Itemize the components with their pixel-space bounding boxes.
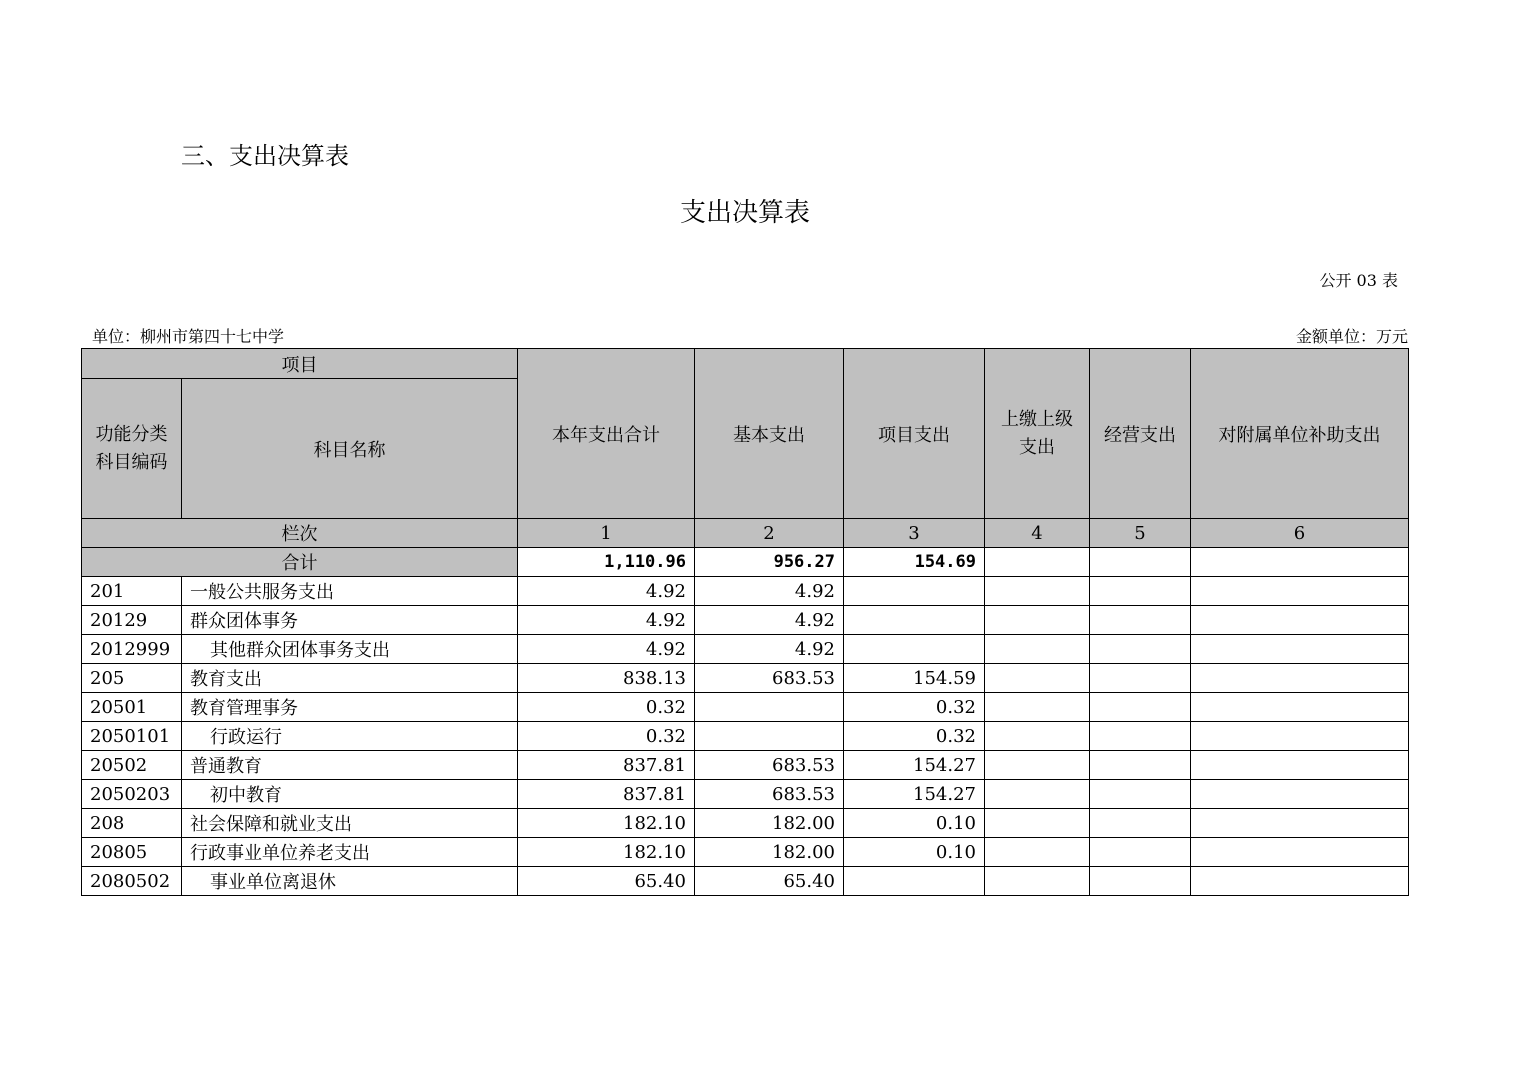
amount-cell (1090, 693, 1191, 722)
form-number: 公开 03 表 (1319, 271, 1398, 290)
amount-cell (985, 577, 1090, 606)
subject-code: 20501 (82, 693, 182, 722)
amount-cell (1191, 838, 1409, 867)
table-row (82, 722, 1409, 751)
amount-cell (985, 751, 1090, 780)
total-cell (1191, 548, 1409, 577)
amount-cell (1191, 751, 1409, 780)
subject-name: 普通教育 (190, 756, 262, 777)
total-label: 合计 (82, 548, 518, 577)
amount-cell: 182.10 (518, 809, 695, 838)
section-title: 三、支出决算表 (181, 142, 349, 170)
total-cell (985, 548, 1090, 577)
amount-cell: 4.92 (518, 635, 695, 664)
amount-cell (695, 693, 844, 722)
subject-name-cell (182, 635, 518, 664)
amount-cell (985, 867, 1090, 896)
subject-name-cell (182, 693, 518, 722)
expenditure-table (81, 348, 1409, 896)
amount-cell (985, 664, 1090, 693)
subject-name-cell (182, 780, 518, 809)
subject-name: 社会保障和就业支出 (190, 814, 352, 835)
amount-cell: 4.92 (518, 577, 695, 606)
header-total: 本年支出合计 (518, 349, 695, 519)
amount-cell: 154.27 (844, 751, 985, 780)
amount-cell: 0.10 (844, 809, 985, 838)
amount-cell (1090, 606, 1191, 635)
amount-cell: 4.92 (518, 606, 695, 635)
subject-name: 事业单位离退休 (210, 872, 336, 893)
subject-name: 教育管理事务 (190, 698, 298, 719)
table-row (82, 867, 1409, 896)
document-title: 支出决算表 (679, 198, 810, 228)
amount-cell (844, 867, 985, 896)
unit-label: 单位：柳州市第四十七中学 (92, 327, 285, 346)
amount-cell: 683.53 (695, 664, 844, 693)
amount-cell (985, 693, 1090, 722)
amount-cell (1090, 838, 1191, 867)
amount-cell (1090, 751, 1191, 780)
header-subsidy: 对附属单位补助支出 (1191, 349, 1409, 519)
amount-cell (1191, 693, 1409, 722)
subject-name-cell (182, 606, 518, 635)
subject-code: 208 (82, 809, 182, 838)
header-operating: 经营支出 (1090, 349, 1191, 519)
amount-cell (844, 635, 985, 664)
table-row (82, 577, 1409, 606)
header-code: 功能分类科目编码 (82, 379, 182, 519)
amount-cell (985, 606, 1090, 635)
amount-cell (1191, 606, 1409, 635)
amount-cell (1090, 809, 1191, 838)
amount-cell (1090, 780, 1191, 809)
amount-cell: 0.32 (518, 693, 695, 722)
amount-cell: 154.27 (844, 780, 985, 809)
subject-code: 20129 (82, 606, 182, 635)
table-row (82, 780, 1409, 809)
subject-name-cell (182, 722, 518, 751)
subject-name-cell (182, 751, 518, 780)
amount-cell: 683.53 (695, 751, 844, 780)
amount-cell (1191, 867, 1409, 896)
amount-cell (1191, 809, 1409, 838)
total-row (82, 548, 1409, 577)
amount-cell: 154.59 (844, 664, 985, 693)
subject-name: 群众团体事务 (190, 611, 298, 632)
table-row (82, 809, 1409, 838)
table-row (82, 693, 1409, 722)
amount-cell: 0.32 (518, 722, 695, 751)
amount-cell: 182.00 (695, 838, 844, 867)
amount-cell (1090, 577, 1191, 606)
column-index: 1 (518, 519, 695, 548)
subject-code: 2012999 (82, 635, 182, 664)
amount-cell (985, 722, 1090, 751)
amount-cell: 838.13 (518, 664, 695, 693)
amount-cell (985, 780, 1090, 809)
subject-name-cell (182, 577, 518, 606)
amount-cell (985, 635, 1090, 664)
subject-code: 2050203 (82, 780, 182, 809)
amount-cell (695, 722, 844, 751)
total-cell: 154.69 (844, 548, 985, 577)
column-index: 3 (844, 519, 985, 548)
column-index: 5 (1090, 519, 1191, 548)
subject-name-cell (182, 664, 518, 693)
total-cell: 1,110.96 (518, 548, 695, 577)
amount-cell (1191, 664, 1409, 693)
subject-code: 2050101 (82, 722, 182, 751)
amount-cell (1090, 635, 1191, 664)
column-index-label: 栏次 (82, 519, 518, 548)
subject-name: 其他群众团体事务支出 (210, 640, 390, 661)
column-index: 6 (1191, 519, 1409, 548)
column-index: 4 (985, 519, 1090, 548)
subject-name-cell (182, 867, 518, 896)
total-cell (1090, 548, 1191, 577)
column-index: 2 (695, 519, 844, 548)
header-project-expenditure: 项目支出 (844, 349, 985, 519)
table-row (82, 751, 1409, 780)
amount-cell: 837.81 (518, 780, 695, 809)
total-cell: 956.27 (695, 548, 844, 577)
amount-cell (1191, 722, 1409, 751)
amount-cell (985, 809, 1090, 838)
table-row (82, 838, 1409, 867)
amount-cell (1191, 780, 1409, 809)
header-remit: 上缴上级支出 (985, 349, 1090, 519)
subject-name: 教育支出 (190, 669, 262, 690)
amount-cell (844, 606, 985, 635)
amount-cell (1090, 664, 1191, 693)
amount-cell: 182.10 (518, 838, 695, 867)
table-row (82, 606, 1409, 635)
amount-cell: 0.32 (844, 693, 985, 722)
amount-cell (844, 577, 985, 606)
amount-cell: 65.40 (695, 867, 844, 896)
amount-cell: 65.40 (518, 867, 695, 896)
header-project: 项目 (82, 349, 518, 379)
table-row (82, 635, 1409, 664)
amount-cell: 837.81 (518, 751, 695, 780)
subject-name: 行政运行 (210, 727, 282, 748)
amount-cell: 683.53 (695, 780, 844, 809)
header-name: 科目名称 (182, 379, 518, 519)
amount-cell: 4.92 (695, 577, 844, 606)
table-row (82, 664, 1409, 693)
subject-code: 201 (82, 577, 182, 606)
header-basic: 基本支出 (695, 349, 844, 519)
subject-name: 一般公共服务支出 (190, 582, 334, 603)
amount-cell (1090, 867, 1191, 896)
amount-cell: 4.92 (695, 635, 844, 664)
amount-cell (1090, 722, 1191, 751)
subject-code: 2080502 (82, 867, 182, 896)
amount-cell: 182.00 (695, 809, 844, 838)
subject-code: 20502 (82, 751, 182, 780)
subject-name: 初中教育 (210, 785, 282, 806)
subject-code: 205 (82, 664, 182, 693)
amount-cell: 0.10 (844, 838, 985, 867)
amount-cell (1191, 577, 1409, 606)
subject-name-cell (182, 809, 518, 838)
subject-code: 20805 (82, 838, 182, 867)
amount-cell (985, 838, 1090, 867)
money-unit-label: 金额单位：万元 (1295, 327, 1408, 346)
amount-cell (1191, 635, 1409, 664)
amount-cell: 4.92 (695, 606, 844, 635)
subject-name: 行政事业单位养老支出 (190, 843, 370, 864)
subject-name-cell (182, 838, 518, 867)
amount-cell: 0.32 (844, 722, 985, 751)
